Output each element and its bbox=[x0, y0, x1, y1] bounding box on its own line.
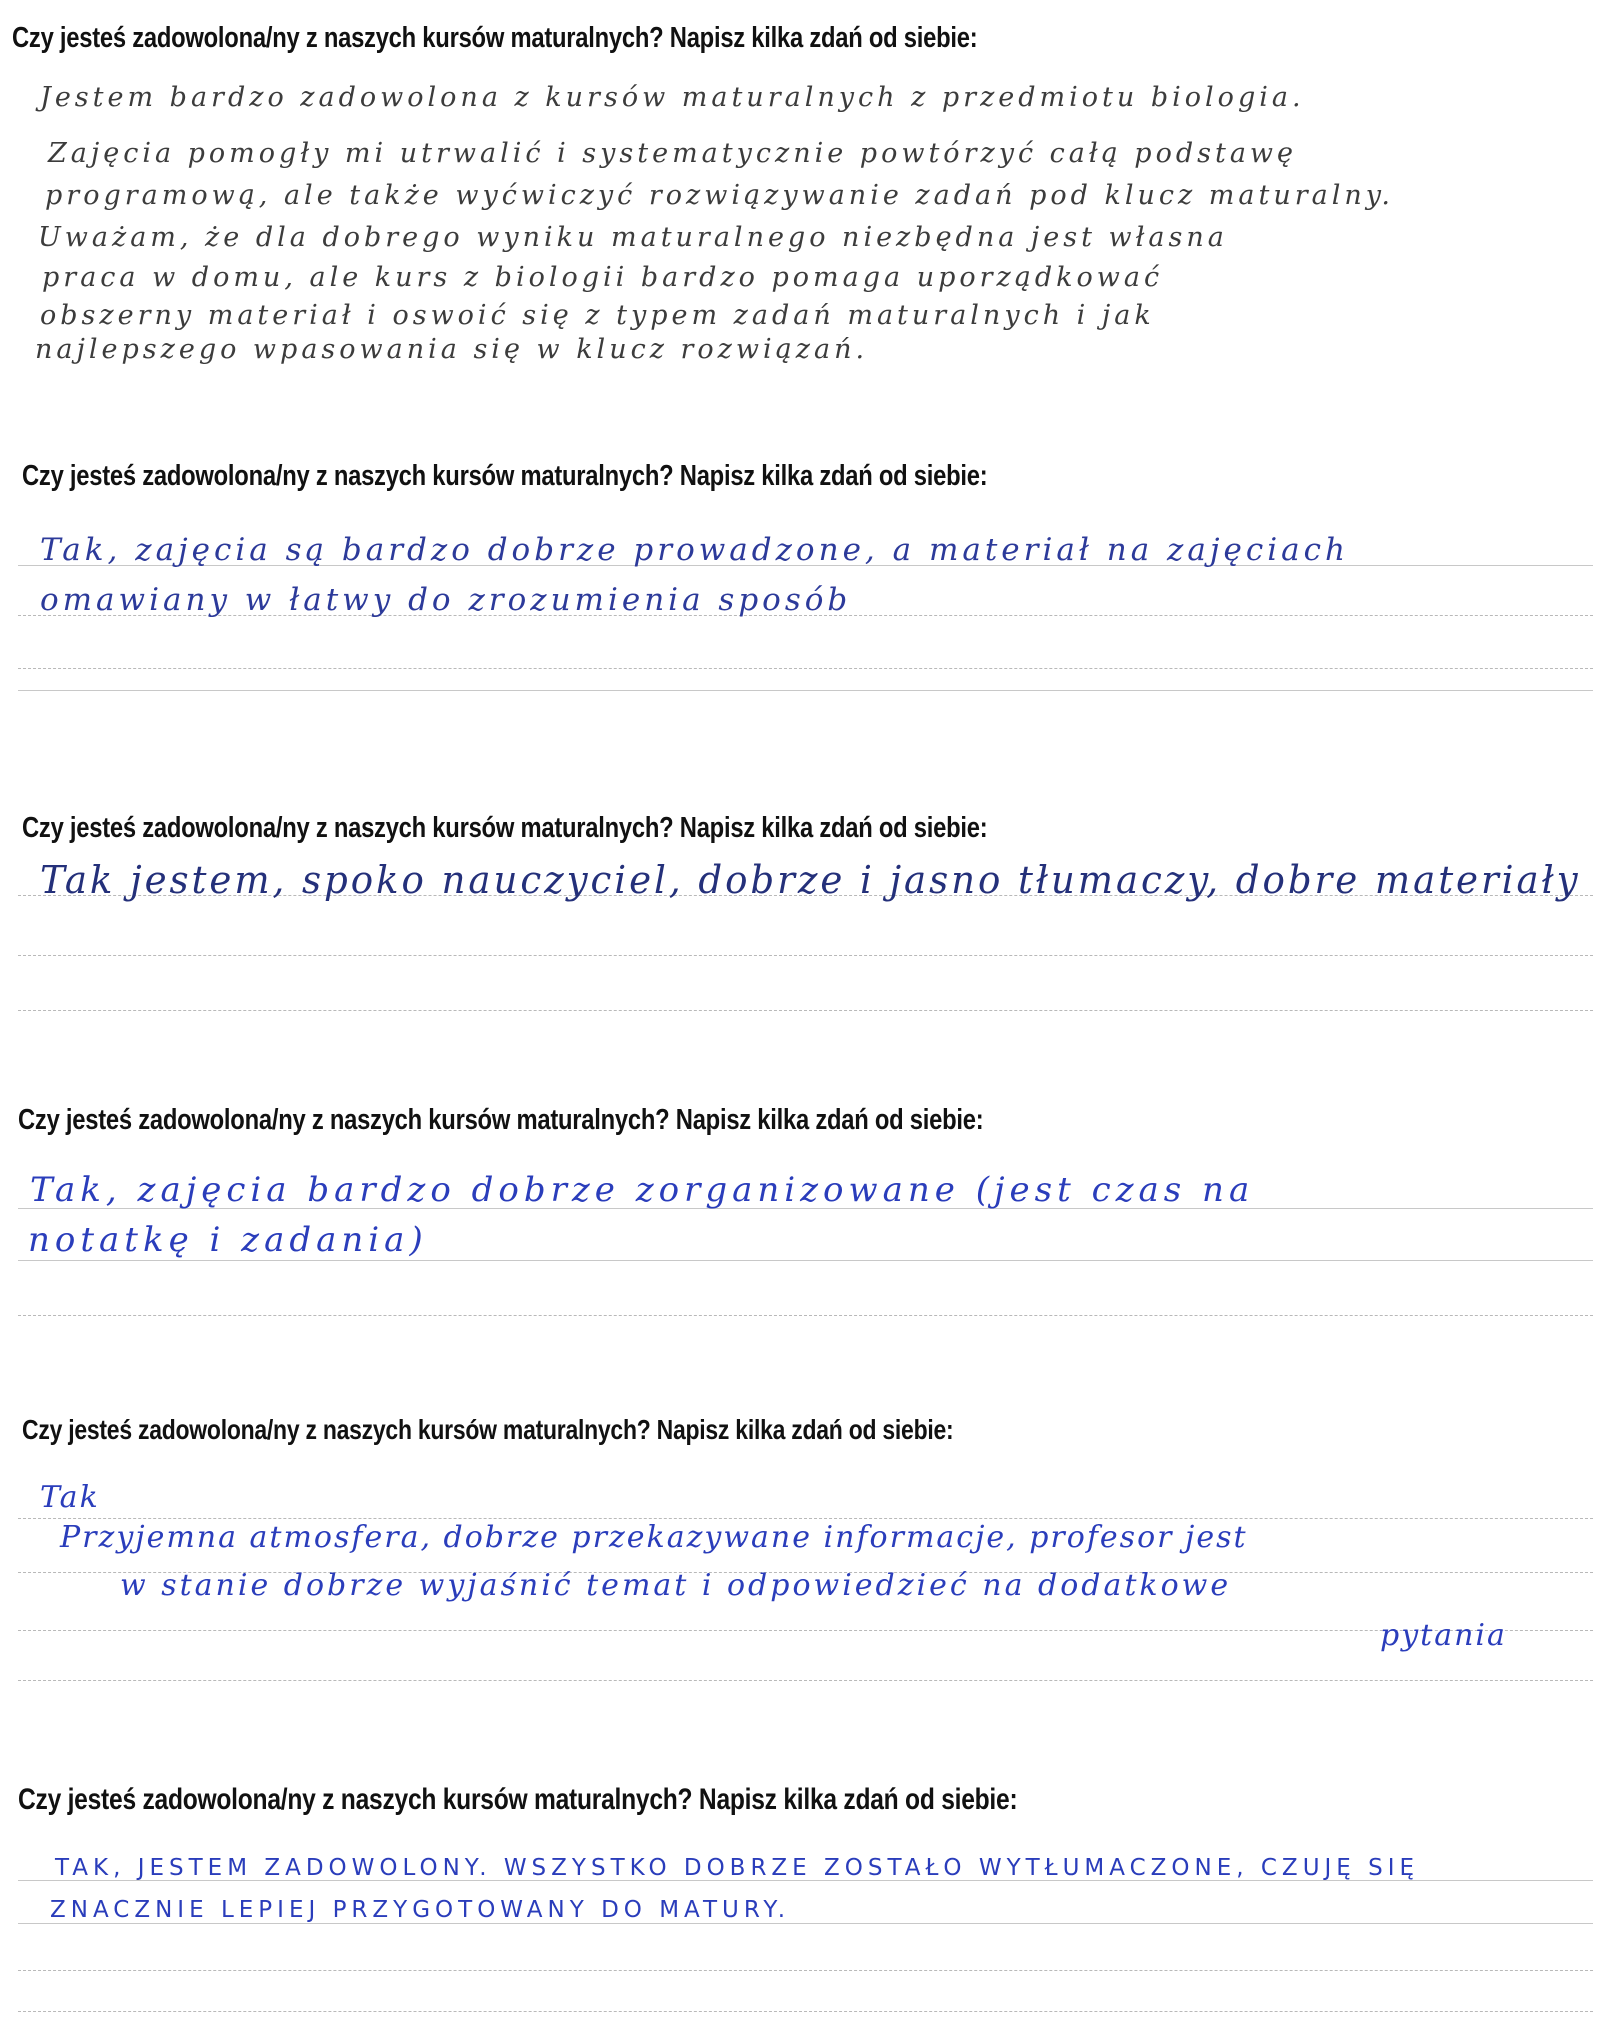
handwritten-line: Zajęcia pomogły mi utrwalić i systematycznie powtórzyć całą podstawę bbox=[48, 138, 1298, 169]
answer-line bbox=[18, 1923, 1593, 1924]
question-heading: Czy jesteś zadowolona/ny z naszych kursów maturalnych? Napisz kilka zdań od siebie: bbox=[22, 460, 988, 492]
handwritten-line: Tak, zajęcia bardzo dobrze zorganizowane (jest czas na bbox=[30, 1170, 1255, 1210]
handwritten-line: najlepszego wpasowania się w klucz rozwiązań. bbox=[35, 334, 869, 365]
survey-response-6 bbox=[0, 1755, 1600, 2024]
question-heading: Czy jesteś zadowolona/ny z naszych kursów maturalnych? Napisz kilka zdań od siebie: bbox=[22, 1414, 954, 1445]
handwritten-line: praca w domu, ale kurs z biologii bardzo pomaga uporządkować bbox=[42, 262, 1164, 293]
answer-line bbox=[18, 2011, 1593, 2012]
handwritten-line: omawiany w łatwy do zrozumienia sposób bbox=[40, 582, 852, 618]
handwritten-line: Przyjemna atmosfera, dobrze przekazywane informacje, profesor jest bbox=[60, 1520, 1248, 1555]
answer-line bbox=[18, 955, 1593, 956]
handwritten-line: Uważam, że dla dobrego wyniku maturalnego niezbędna jest własna bbox=[38, 222, 1228, 253]
answer-line bbox=[18, 1010, 1593, 1011]
handwritten-line: pytania bbox=[1380, 1618, 1507, 1653]
survey-response-1 bbox=[0, 0, 1600, 440]
handwritten-line: notatkę i zadania) bbox=[28, 1220, 428, 1260]
survey-response-4 bbox=[0, 1090, 1600, 1400]
question-heading: Czy jesteś zadowolona/ny z naszych kursów maturalnych? Napisz kilka zdań od siebie: bbox=[22, 812, 988, 844]
answer-line bbox=[18, 1680, 1593, 1681]
answer-line bbox=[18, 1518, 1593, 1519]
survey-response-2 bbox=[0, 440, 1600, 800]
handwritten-line: TAK, JESTEM ZADOWOLONY. WSZYSTKO DOBRZE ZOSTAŁO WYTŁUMACZONE, CZUJĘ SIĘ bbox=[55, 1855, 1420, 1881]
handwritten-line: Tak, zajęcia są bardzo dobrze prowadzone, a materiał na zajęciach bbox=[40, 532, 1349, 568]
answer-line bbox=[18, 668, 1593, 669]
answer-line bbox=[18, 1970, 1593, 1971]
handwritten-line: w stanie dobrze wyjaśnić temat i odpowiedzieć na dodatkowe bbox=[120, 1568, 1232, 1603]
answer-line bbox=[18, 1630, 1593, 1631]
answer-line bbox=[18, 1260, 1593, 1261]
survey-response-5 bbox=[0, 1400, 1600, 1755]
question-heading: Czy jesteś zadowolona/ny z naszych kursów maturalnych? Napisz kilka zdań od siebie: bbox=[18, 1104, 984, 1136]
handwritten-line: Jestem bardzo zadowolona z kursów maturalnych z przedmiotu biologia. bbox=[40, 82, 1305, 113]
answer-line bbox=[18, 690, 1593, 691]
question-heading: Czy jesteś zadowolona/ny z naszych kursów maturalnych? Napisz kilka zdań od siebie: bbox=[12, 22, 978, 54]
handwritten-line: Tak bbox=[40, 1480, 100, 1515]
question-heading: Czy jesteś zadowolona/ny z naszych kursów maturalnych? Napisz kilka zdań od siebie: bbox=[18, 1783, 1018, 1816]
survey-response-3 bbox=[0, 800, 1600, 1090]
handwritten-line: programową, ale także wyćwiczyć rozwiązywanie zadań pod klucz maturalny. bbox=[45, 180, 1395, 211]
answer-line bbox=[18, 1315, 1593, 1316]
handwritten-line: ZNACZNIE LEPIEJ PRZYGOTOWANY DO MATURY. bbox=[50, 1897, 791, 1923]
handwritten-line: obszerny materiał i oswoić się z typem zadań maturalnych i jak bbox=[40, 300, 1155, 331]
handwritten-line: Tak jestem, spoko nauczyciel, dobrze i jasno tłumaczy, dobre materiały bbox=[40, 858, 1581, 902]
